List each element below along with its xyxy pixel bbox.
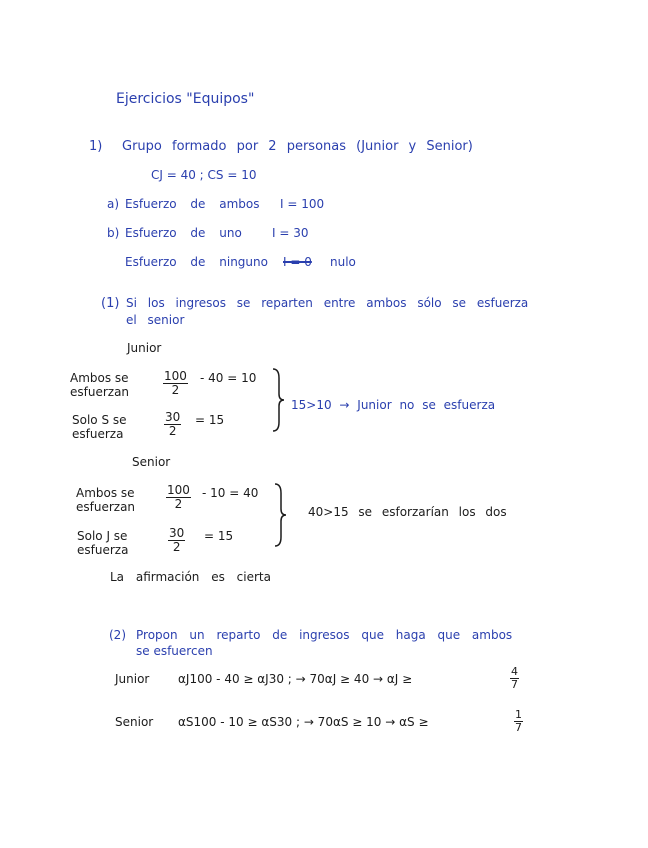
senior-heading: Senior bbox=[132, 455, 171, 469]
junior-row1-label-line1: Ambos se bbox=[70, 371, 129, 385]
part2-junior-equation: αJ100 - 40 ≥ αJ30 ; → 70αJ ≥ 40 → αJ ≥ bbox=[178, 672, 413, 686]
senior-row2-rest: = 15 bbox=[204, 529, 234, 543]
fraction-denominator: 2 bbox=[172, 540, 181, 555]
junior-row2-label-line2: esfuerza bbox=[72, 426, 124, 441]
case-none-text: Esfuerzo de ninguno bbox=[125, 255, 268, 269]
senior-row1-fraction bbox=[166, 484, 191, 511]
senior-conclusion: 40>15 se esforzarían los dos bbox=[308, 505, 507, 519]
part2-senior-label: Senior bbox=[115, 715, 154, 729]
problem-statement: Grupo formado por 2 personas (Junior y Senior) bbox=[122, 139, 473, 154]
fraction-numerator: 30 bbox=[165, 410, 181, 424]
senior-row2-label bbox=[77, 530, 128, 558]
senior-brace bbox=[273, 483, 287, 547]
part2-junior-fraction bbox=[510, 666, 519, 691]
part2-senior-equation: αS100 - 10 ≥ αS30 ; → 70αS ≥ 10 → αS ≥ bbox=[178, 715, 429, 729]
junior-brace bbox=[271, 368, 285, 432]
part2-senior-fraction bbox=[514, 709, 523, 734]
fraction-denominator: 2 bbox=[168, 424, 177, 439]
case-b-equation: I = 30 bbox=[272, 226, 309, 240]
junior-row1-label-line2: esfuerzan bbox=[70, 384, 130, 399]
junior-row1-rest: - 40 = 10 bbox=[200, 371, 257, 385]
part2-statement-line1: Propon un reparto de ingresos que haga que ambos bbox=[136, 628, 513, 642]
junior-row1-fraction bbox=[163, 370, 188, 397]
junior-row2-fraction bbox=[164, 411, 181, 438]
fraction-numerator: 4 bbox=[511, 665, 518, 678]
costs-line: CJ = 40 ; CS = 10 bbox=[151, 168, 257, 182]
case-b-label: b) bbox=[107, 226, 120, 240]
fraction-denominator: 2 bbox=[171, 383, 180, 398]
case-a-text: Esfuerzo de ambos bbox=[125, 197, 260, 211]
senior-row2-fraction bbox=[168, 527, 185, 554]
case-b-text: Esfuerzo de uno bbox=[125, 226, 242, 240]
fraction-denominator: 7 bbox=[511, 678, 518, 692]
case-none-struck: I = 0 bbox=[283, 255, 312, 269]
junior-row2-label-line1: Solo S se bbox=[72, 413, 127, 427]
part1-statement-line2: el senior bbox=[126, 313, 185, 327]
fraction-numerator: 1 bbox=[515, 708, 522, 721]
senior-row1-rest: - 10 = 40 bbox=[202, 486, 259, 500]
fraction-numerator: 30 bbox=[169, 526, 185, 540]
junior-row2-rest: = 15 bbox=[195, 413, 225, 427]
part1-label: (1) bbox=[101, 296, 120, 311]
fraction-denominator: 2 bbox=[174, 497, 183, 512]
part2-statement-line2: se esfuercen bbox=[136, 644, 213, 658]
final-statement: La afirmación es cierta bbox=[110, 570, 271, 584]
senior-row1-label bbox=[76, 487, 135, 515]
fraction-numerator: 100 bbox=[164, 369, 187, 383]
part2-label: (2) bbox=[109, 628, 126, 642]
part1-statement-line1: Si los ingresos se reparten entre ambos sólo se esfuerza bbox=[126, 296, 529, 310]
case-a-equation: I = 100 bbox=[280, 197, 325, 211]
page-title: Ejercicios "Equipos" bbox=[116, 91, 255, 107]
senior-row2-label-line2: esfuerza bbox=[77, 542, 129, 557]
junior-row2-label bbox=[72, 414, 127, 442]
fraction-denominator: 7 bbox=[515, 721, 522, 735]
case-none-value: nulo bbox=[330, 255, 356, 269]
part2-junior-label: Junior bbox=[115, 672, 150, 686]
senior-row2-label-line1: Solo J se bbox=[77, 529, 128, 543]
junior-conclusion: 15>10 → Junior no se esfuerza bbox=[291, 398, 496, 412]
senior-row1-label-line2: esfuerzan bbox=[76, 499, 136, 514]
fraction-numerator: 100 bbox=[167, 483, 190, 497]
junior-row1-label bbox=[70, 372, 129, 400]
problem-number: 1) bbox=[89, 139, 103, 154]
senior-row1-label-line1: Ambos se bbox=[76, 486, 135, 500]
case-a-label: a) bbox=[107, 197, 120, 211]
junior-heading: Junior bbox=[127, 341, 162, 355]
